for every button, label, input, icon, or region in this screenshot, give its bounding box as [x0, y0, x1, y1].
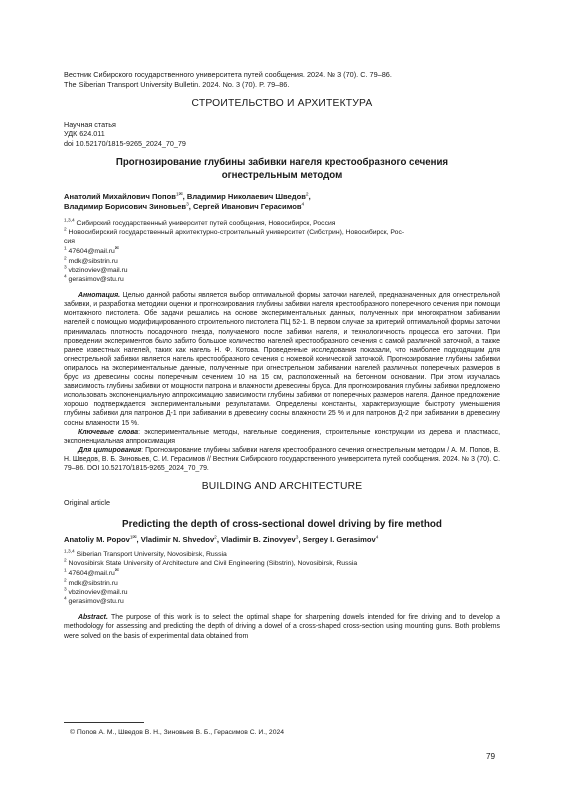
author-2: , Владимир Николаевич Шведов — [182, 191, 306, 201]
email-en-2: $^2$ mdk@sibstrin.ru — [64, 578, 118, 587]
article-type: Научная статья — [64, 119, 116, 129]
affiliation-en-2: $^2$ Novosibirsk State University of Architecture and Civil Engineering (Sibstrin), Novosibirsk, Russia — [64, 559, 358, 568]
affiliation-2: $^2$ Новосибирский государственный архитектурно-строительный университет (Сибстрин), Новосибирск, Рос- — [64, 227, 405, 236]
abstract-ru — [64, 291, 500, 427]
email-link[interactable]: mdk@sibstrin.ru — [66, 257, 118, 265]
article-title-en: Predicting the depth of cross-sectional dowel driving by fire method — [122, 519, 442, 531]
author-en-4: , Sergey I. Gerasimov — [298, 535, 376, 545]
email-en-3: $^3$ vbzinoviev@mail.ru — [64, 587, 128, 596]
section-title-en: BUILDING AND ARCHITECTURE — [201, 481, 363, 493]
email-link[interactable]: mdk@sibstrin.ru — [66, 579, 118, 587]
keywords-ru — [64, 428, 500, 446]
affiliations-en — [64, 550, 500, 568]
email-2: $^2$ mdk@sibstrin.ru — [64, 256, 118, 265]
affiliation-1: $^{1,3,4}$ Сибирский государственный университет путей сообщения, Новосибирск, Россия — [64, 218, 336, 227]
author-sep: , — [308, 191, 311, 201]
article-title-ru — [64, 157, 500, 183]
email-link[interactable]: gerasimov@stu.ru — [66, 598, 124, 606]
article-meta — [64, 120, 500, 149]
author-4: , Сергей Иванович Герасимов — [188, 202, 302, 212]
author-en-2: , Vladimir N. Shvedov — [136, 535, 215, 545]
affiliation-2-cont: сия — [64, 238, 75, 246]
authors-ru — [64, 192, 500, 213]
abstract-en — [64, 613, 500, 641]
author-3-sup: 3 — [186, 202, 189, 208]
email-link[interactable]: 47604@mail.ru — [66, 570, 115, 578]
journal-citation-ru: Вестник Сибирского государственного университета путей сообщения. 2024. № 3 (70). С. 79–86. — [64, 70, 392, 79]
author-en-1: Anatoliy M. Popov — [64, 535, 130, 545]
abstract-label: Аннотация. — [78, 292, 121, 300]
udk-code: УДК 624.011 — [64, 129, 105, 139]
author-1-sup: 1✉ — [175, 192, 183, 198]
abstract-text: Целью данной работы является выбор оптимальной формы заточки нагелей, предназначенных для огнестрельной забивки, и разработка методики оценки и прогнозирования глубины забивки нагеля крестообразного поперечного сечения при помощи монтажного пистолета. Обе задачи решались на основе экспериментальных данных, полученных при многократном забивании нагелей с помощью модифицированного строительного пистолета ПЦ 52-1. В первом случае за критерий оптимальной формы заточки принималась плотность посадочного гнезда, получаемого после забивки нагеля, и технологичность процесса его заточки. При проведении экспериментов было забито большое количество нагелей крестообразного сечения с самой различной заточкой, а также ранее известных нагелей, таких как нагель Н. Ф. Котова. Проведенные исследования показали, что наиболее подходящим для огнестрельной забивки является нагель крестообразного сечения с ножевой конической заточкой. Прогнозирование глубины забивки опиралось на экспериментальные данные, полученные при огнестрельном забивании нагелей различных поперечных размеров в брус из древесины сосны поперечным сечением 10 на 15 см, расположенный на бетонном основании. При этом изучалась зависимость глубины забивки от мощности патрона и влажности древесины бруса. Для прогнозирования глубины забивки предложено использовать экспоненциальную аппроксимацию зависимости глубины забивки от поперечных размеров нагеля. Данное предложение хорошо подтверждается экспериментальными результатами. Определены константы, характеризующие быстроту уменьшения глубины забивки для патронов Д-1 при забивании в древесину сосны влажности 25 % и для патронов Д-2 при забивании в древесину сосны влажности 15 %. — [64, 292, 500, 427]
author-1: Анатолий Михайлович Попов — [64, 191, 176, 201]
email-link[interactable]: vbzinoviev@mail.ru — [66, 588, 128, 596]
affiliations-ru — [64, 219, 500, 247]
email-link[interactable]: vbzinoviev@mail.ru — [66, 266, 128, 274]
email-en-1: $^1$ 47604@mail.ru✉ — [64, 569, 119, 578]
keywords-label: Ключевые слова — [78, 428, 139, 436]
authors-en: Anatoliy M. Popov$^{1✉}$, Vladimir N. Shvedov$^2$, Vladimir B. Zinovyev$^3$, Sergey I. Gerasimov$^4$ — [64, 535, 379, 545]
article-page — [64, 70, 500, 641]
abstract-en-text: The purpose of this work is to select the optimal shape for sharpening dowels intended for fire driving and to develop a methodology for assessing and predicting the depth of driving a dowel of a cross-shaped cross-section using mounting guns. Both problems were solved on the basis of experimental data obtained from — [64, 614, 500, 640]
email-3: $^3$ vbzinoviev@mail.ru — [64, 265, 128, 274]
title-ru-line-2: огнестрельным методом — [221, 169, 343, 181]
author-3: Владимир Борисович Зиновьев — [64, 202, 187, 212]
page-number: 79 — [486, 752, 496, 761]
author-2-sup: 2 — [305, 192, 309, 198]
affiliation-en-1: $^{1,3,4}$ Siberian Transport University, Novosibirsk, Russia — [64, 549, 227, 559]
section-title-ru: СТРОИТЕЛЬСТВО И АРХИТЕКТУРА — [191, 97, 373, 109]
emails-en — [64, 569, 500, 606]
citation-label: Для цитирования — [78, 446, 142, 454]
email-link[interactable]: gerasimov@stu.ru — [66, 275, 124, 283]
footnote-divider — [64, 722, 144, 723]
journal-header — [64, 70, 500, 90]
doi: doi 10.52170/1815-9265_2024_70_79 — [64, 139, 186, 149]
abstract-en-label: Abstract. — [78, 614, 108, 622]
keywords-text: : экспериментальные методы, нагельные соединения, строительные конструкции из дерева и пластмасс, экспоненциальная аппроксимация — [64, 428, 500, 445]
article-type-en: Original article — [64, 498, 110, 508]
author-4-sup: 4 — [301, 202, 305, 208]
email-4: $^4$ gerasimov@stu.ru — [64, 274, 124, 283]
citation-ru — [64, 446, 500, 473]
emails-ru — [64, 247, 500, 284]
title-ru-line-1: Прогнозирование глубины забивки нагеля крестообразного сечения — [115, 156, 449, 168]
author-en-3: , Vladimir B. Zinovyev — [216, 535, 296, 545]
citation-text: : Прогнозирование глубины забивки нагеля крестообразного сечения огнестрельным методом / А. М. Попов, В. Н. Шведов, В. Б. Зиновьев, С. И. Герасимов // Вестник Сибирского государственного университета путей сообщения. 2024. № 3 (70). С. 79–86. DOI 10.52170/1815-9265_2024_70_79. — [64, 446, 501, 472]
journal-citation-en: The Siberian Transport University Bulletin. 2024. No. 3 (70). P. 79–86. — [64, 79, 290, 89]
email-en-4: $^4$ gerasimov@stu.ru — [64, 596, 124, 606]
copyright-footnote: © Попов А. М., Шведов В. Н., Зиновьев В. Б., Герасимов С. И., 2024 — [70, 729, 285, 736]
email-1: $^1$ 47604@mail.ru✉ — [64, 247, 119, 256]
email-link[interactable]: 47604@mail.ru — [66, 248, 115, 256]
